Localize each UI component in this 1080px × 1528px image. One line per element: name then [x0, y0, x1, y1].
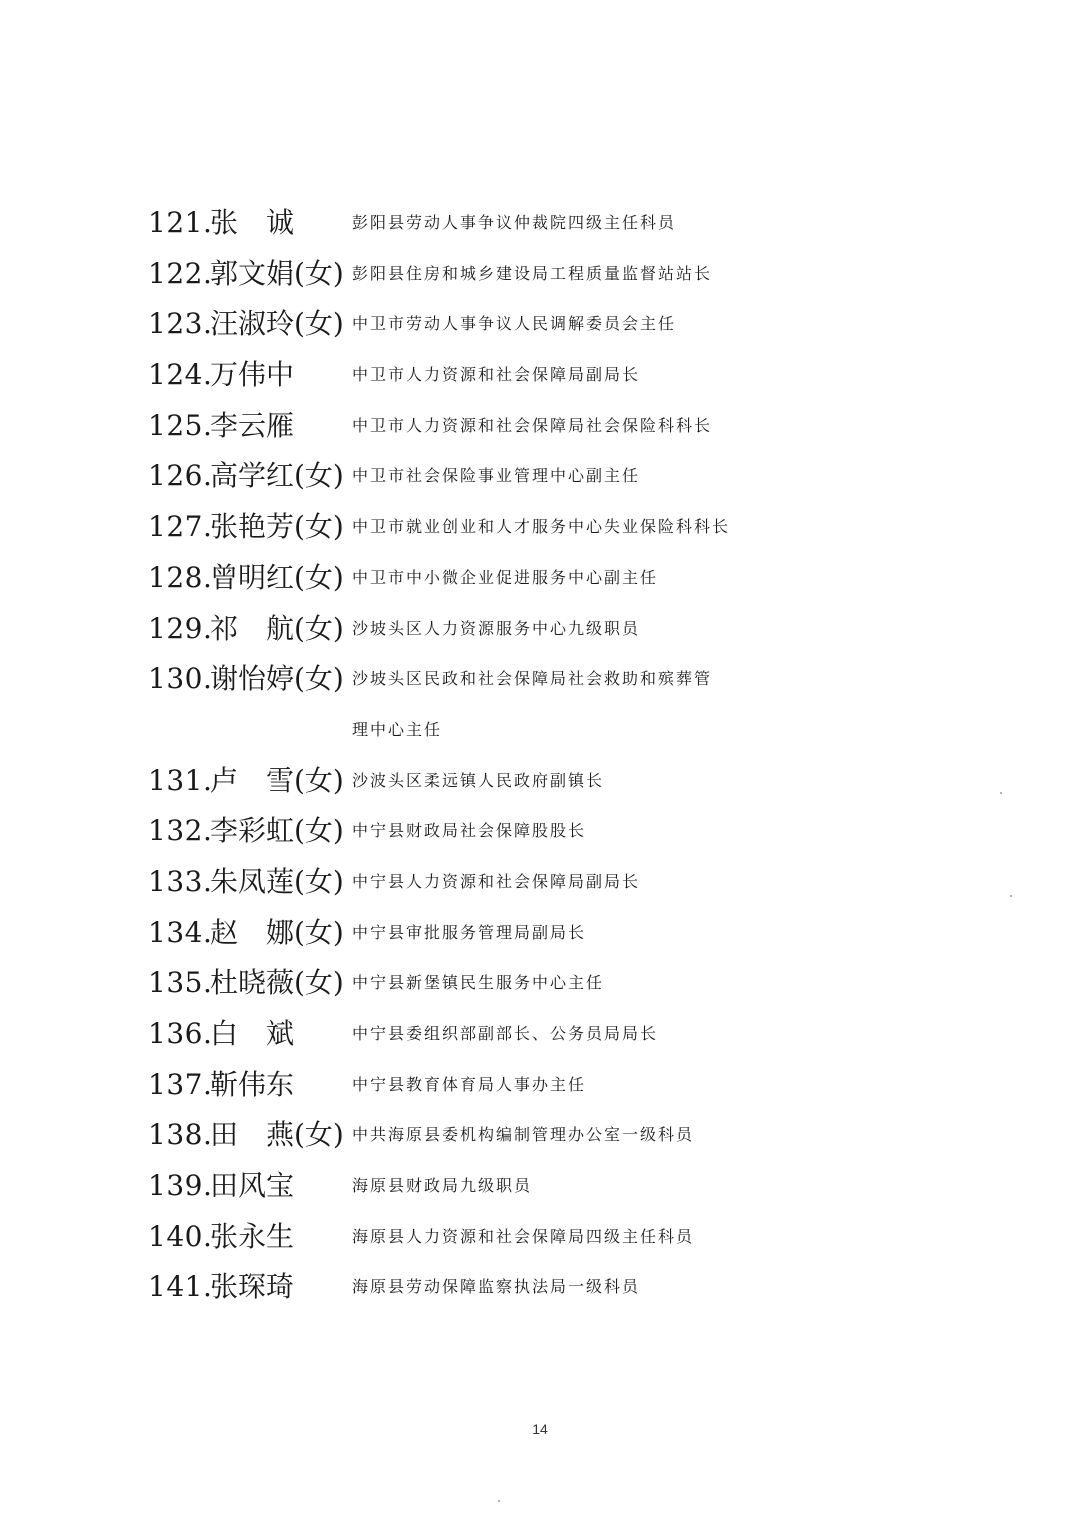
- person-name: 张艳芳: [210, 510, 295, 544]
- position-title-line: 中共海原县委机构编制管理办公室一级科员: [352, 1125, 695, 1145]
- gender-tag: (女): [294, 814, 344, 848]
- gender-tag: (女): [294, 459, 344, 493]
- position-title: [352, 908, 968, 959]
- gender-tag: [294, 1060, 352, 1111]
- list-item: [148, 908, 968, 959]
- gender-tag: (女): [294, 763, 344, 797]
- gender-tag: [294, 1212, 352, 1263]
- position-title: [352, 451, 968, 502]
- person-name: 张琛琦: [210, 1270, 295, 1304]
- gender-tag: (女): [294, 864, 344, 898]
- position-title-line: 中宁县财政局社会保障股股长: [352, 821, 587, 841]
- position-title-line: 中宁县新堡镇民生服务中心主任: [352, 973, 605, 993]
- entry-number: 127.: [148, 510, 213, 544]
- entry-number: 122.: [148, 256, 213, 290]
- position-title-line: 海原县财政局九级职员: [352, 1176, 533, 1196]
- position-title-line: 中宁县人力资源和社会保障局副局长: [352, 871, 641, 891]
- position-title-line: 沙坡头区民政和社会保障局社会救助和殡葬管: [352, 669, 713, 689]
- position-title: [352, 1110, 968, 1161]
- person-name: 汪淑玲: [210, 307, 295, 341]
- position-title: [352, 1009, 968, 1060]
- list-item: [148, 502, 968, 553]
- position-title-line: 中卫市人力资源和社会保障局副局长: [352, 365, 641, 385]
- entry-number: 136.: [148, 1017, 213, 1050]
- position-title: [352, 502, 968, 553]
- gender-tag: (女): [294, 1118, 344, 1152]
- entry-number: 129.: [148, 611, 213, 645]
- position-title-line: 中卫市就业创业和人才服务中心失业保险科科长: [352, 517, 731, 537]
- gender-tag: (女): [294, 560, 344, 594]
- position-title: [352, 401, 968, 452]
- gender-tag: (女): [294, 307, 344, 341]
- person-name: 郭文娟: [210, 256, 295, 290]
- list-item: [148, 401, 968, 452]
- gender-tag: [294, 198, 352, 249]
- entry-number: 140.: [148, 1219, 213, 1253]
- list-item: [148, 958, 968, 1009]
- position-title-line: 中卫市劳动人事争议人民调解委员会主任: [352, 314, 677, 334]
- position-title-line: 彭阳县住房和城乡建设局工程质量监督站站长: [352, 263, 713, 283]
- position-title: [352, 756, 968, 807]
- list-item: [148, 451, 968, 502]
- entry-number: 137.: [148, 1067, 213, 1101]
- position-title-line: 中宁县委组织部副部长、公务员局局长: [352, 1024, 659, 1043]
- gender-tag: (女): [294, 662, 344, 696]
- gender-tag: (女): [294, 256, 344, 290]
- entry-number: 121.: [148, 206, 213, 239]
- entry-number: 133.: [148, 864, 213, 898]
- personnel-list: [148, 198, 968, 1313]
- position-title: [352, 299, 968, 350]
- page-number: 14: [532, 1421, 548, 1437]
- scan-speck: [1010, 895, 1012, 897]
- entry-number: 128.: [148, 560, 213, 594]
- position-title-line: 中卫市中小微企业促进服务中心副主任: [352, 567, 659, 587]
- gender-tag: [294, 401, 352, 452]
- position-title: [352, 1161, 968, 1212]
- entry-number: 139.: [148, 1169, 213, 1203]
- position-title: [352, 958, 968, 1009]
- entry-number: 138.: [148, 1118, 213, 1152]
- entry-number: 134.: [148, 915, 213, 949]
- list-item: [148, 756, 968, 807]
- list-item: [148, 553, 968, 604]
- gender-tag: (女): [294, 611, 344, 645]
- person-name: 朱凤莲: [210, 864, 295, 898]
- list-item: [148, 806, 968, 857]
- list-item: [148, 249, 968, 300]
- position-title: [352, 654, 968, 755]
- gender-tag: (女): [294, 510, 344, 544]
- entry-number: 126.: [148, 459, 213, 493]
- gender-tag: (女): [294, 966, 344, 1000]
- position-title: [352, 249, 968, 300]
- list-item: [148, 1009, 968, 1060]
- entry-number: 130.: [148, 662, 213, 696]
- position-title: [352, 604, 968, 655]
- position-title-line: 海原县劳动保障监察执法局一级科员: [352, 1277, 641, 1297]
- gender-tag: [294, 1009, 352, 1060]
- list-item: [148, 1060, 968, 1111]
- position-title-line: 中卫市人力资源和社会保障局社会保险科科长: [352, 415, 713, 435]
- list-item: [148, 857, 968, 908]
- position-title: [352, 806, 968, 857]
- position-title-line: 海原县人力资源和社会保障局四级主任科员: [352, 1226, 695, 1246]
- gender-tag: (女): [294, 915, 344, 949]
- position-title: [352, 198, 968, 249]
- scan-speck: [498, 1500, 500, 1502]
- entry-number: 135.: [148, 966, 213, 1000]
- person-name: 谢怡婷: [210, 662, 295, 696]
- person-name: 万伟中: [210, 358, 295, 392]
- entry-number: 125.: [148, 408, 213, 442]
- list-item: [148, 1212, 968, 1263]
- gender-tag: [294, 1161, 352, 1212]
- person-name: 杜晓薇: [210, 966, 295, 1000]
- person-name: 李云雁: [210, 408, 295, 442]
- position-title: [352, 857, 968, 908]
- gender-tag: [294, 350, 352, 401]
- list-item: [148, 299, 968, 350]
- scan-speck: [1000, 792, 1002, 794]
- gender-tag: [294, 1262, 352, 1313]
- position-title: [352, 1212, 968, 1263]
- position-title: [352, 1262, 968, 1313]
- position-title: [352, 350, 968, 401]
- person-name: 靳伟东: [210, 1067, 295, 1101]
- position-title-line: 理中心主任: [352, 719, 443, 739]
- position-title-line: 中宁县教育体育局人事办主任: [352, 1074, 587, 1094]
- list-item: [148, 604, 968, 655]
- list-item: [148, 350, 968, 401]
- person-name: 曾明红: [210, 560, 295, 594]
- list-item: [148, 1161, 968, 1212]
- person-name: 李彩虹: [210, 814, 295, 848]
- person-name: 祁 航: [210, 611, 295, 645]
- position-title-line: 彭阳县劳动人事争议仲裁院四级主任科员: [352, 213, 677, 232]
- person-name: 张 诚: [210, 206, 295, 239]
- entry-number: 141.: [148, 1270, 213, 1304]
- list-item: [148, 1262, 968, 1313]
- list-item: [148, 1110, 968, 1161]
- person-name: 张永生: [210, 1219, 295, 1253]
- list-item: [148, 198, 968, 249]
- person-name: 白 斌: [210, 1017, 295, 1050]
- person-name: 高学红: [210, 459, 295, 493]
- entry-number: 123.: [148, 307, 213, 341]
- position-title-line: 中卫市社会保险事业管理中心副主任: [352, 466, 641, 486]
- entry-number: 124.: [148, 358, 213, 392]
- position-title-line: 沙坡头区人力资源服务中心九级职员: [352, 618, 641, 638]
- person-name: 田风宝: [210, 1169, 295, 1203]
- person-name: 赵 娜: [210, 915, 295, 949]
- position-title: [352, 1060, 968, 1111]
- person-name: 田 燕: [210, 1118, 295, 1152]
- position-title-line: 沙波头区柔远镇人民政府副镇长: [352, 770, 605, 790]
- position-title: [352, 553, 968, 604]
- person-name: 卢 雪: [210, 763, 295, 797]
- entry-number: 132.: [148, 814, 213, 848]
- list-item: [148, 654, 968, 755]
- position-title-line: 中宁县审批服务管理局副局长: [352, 922, 587, 942]
- entry-number: 131.: [148, 763, 213, 797]
